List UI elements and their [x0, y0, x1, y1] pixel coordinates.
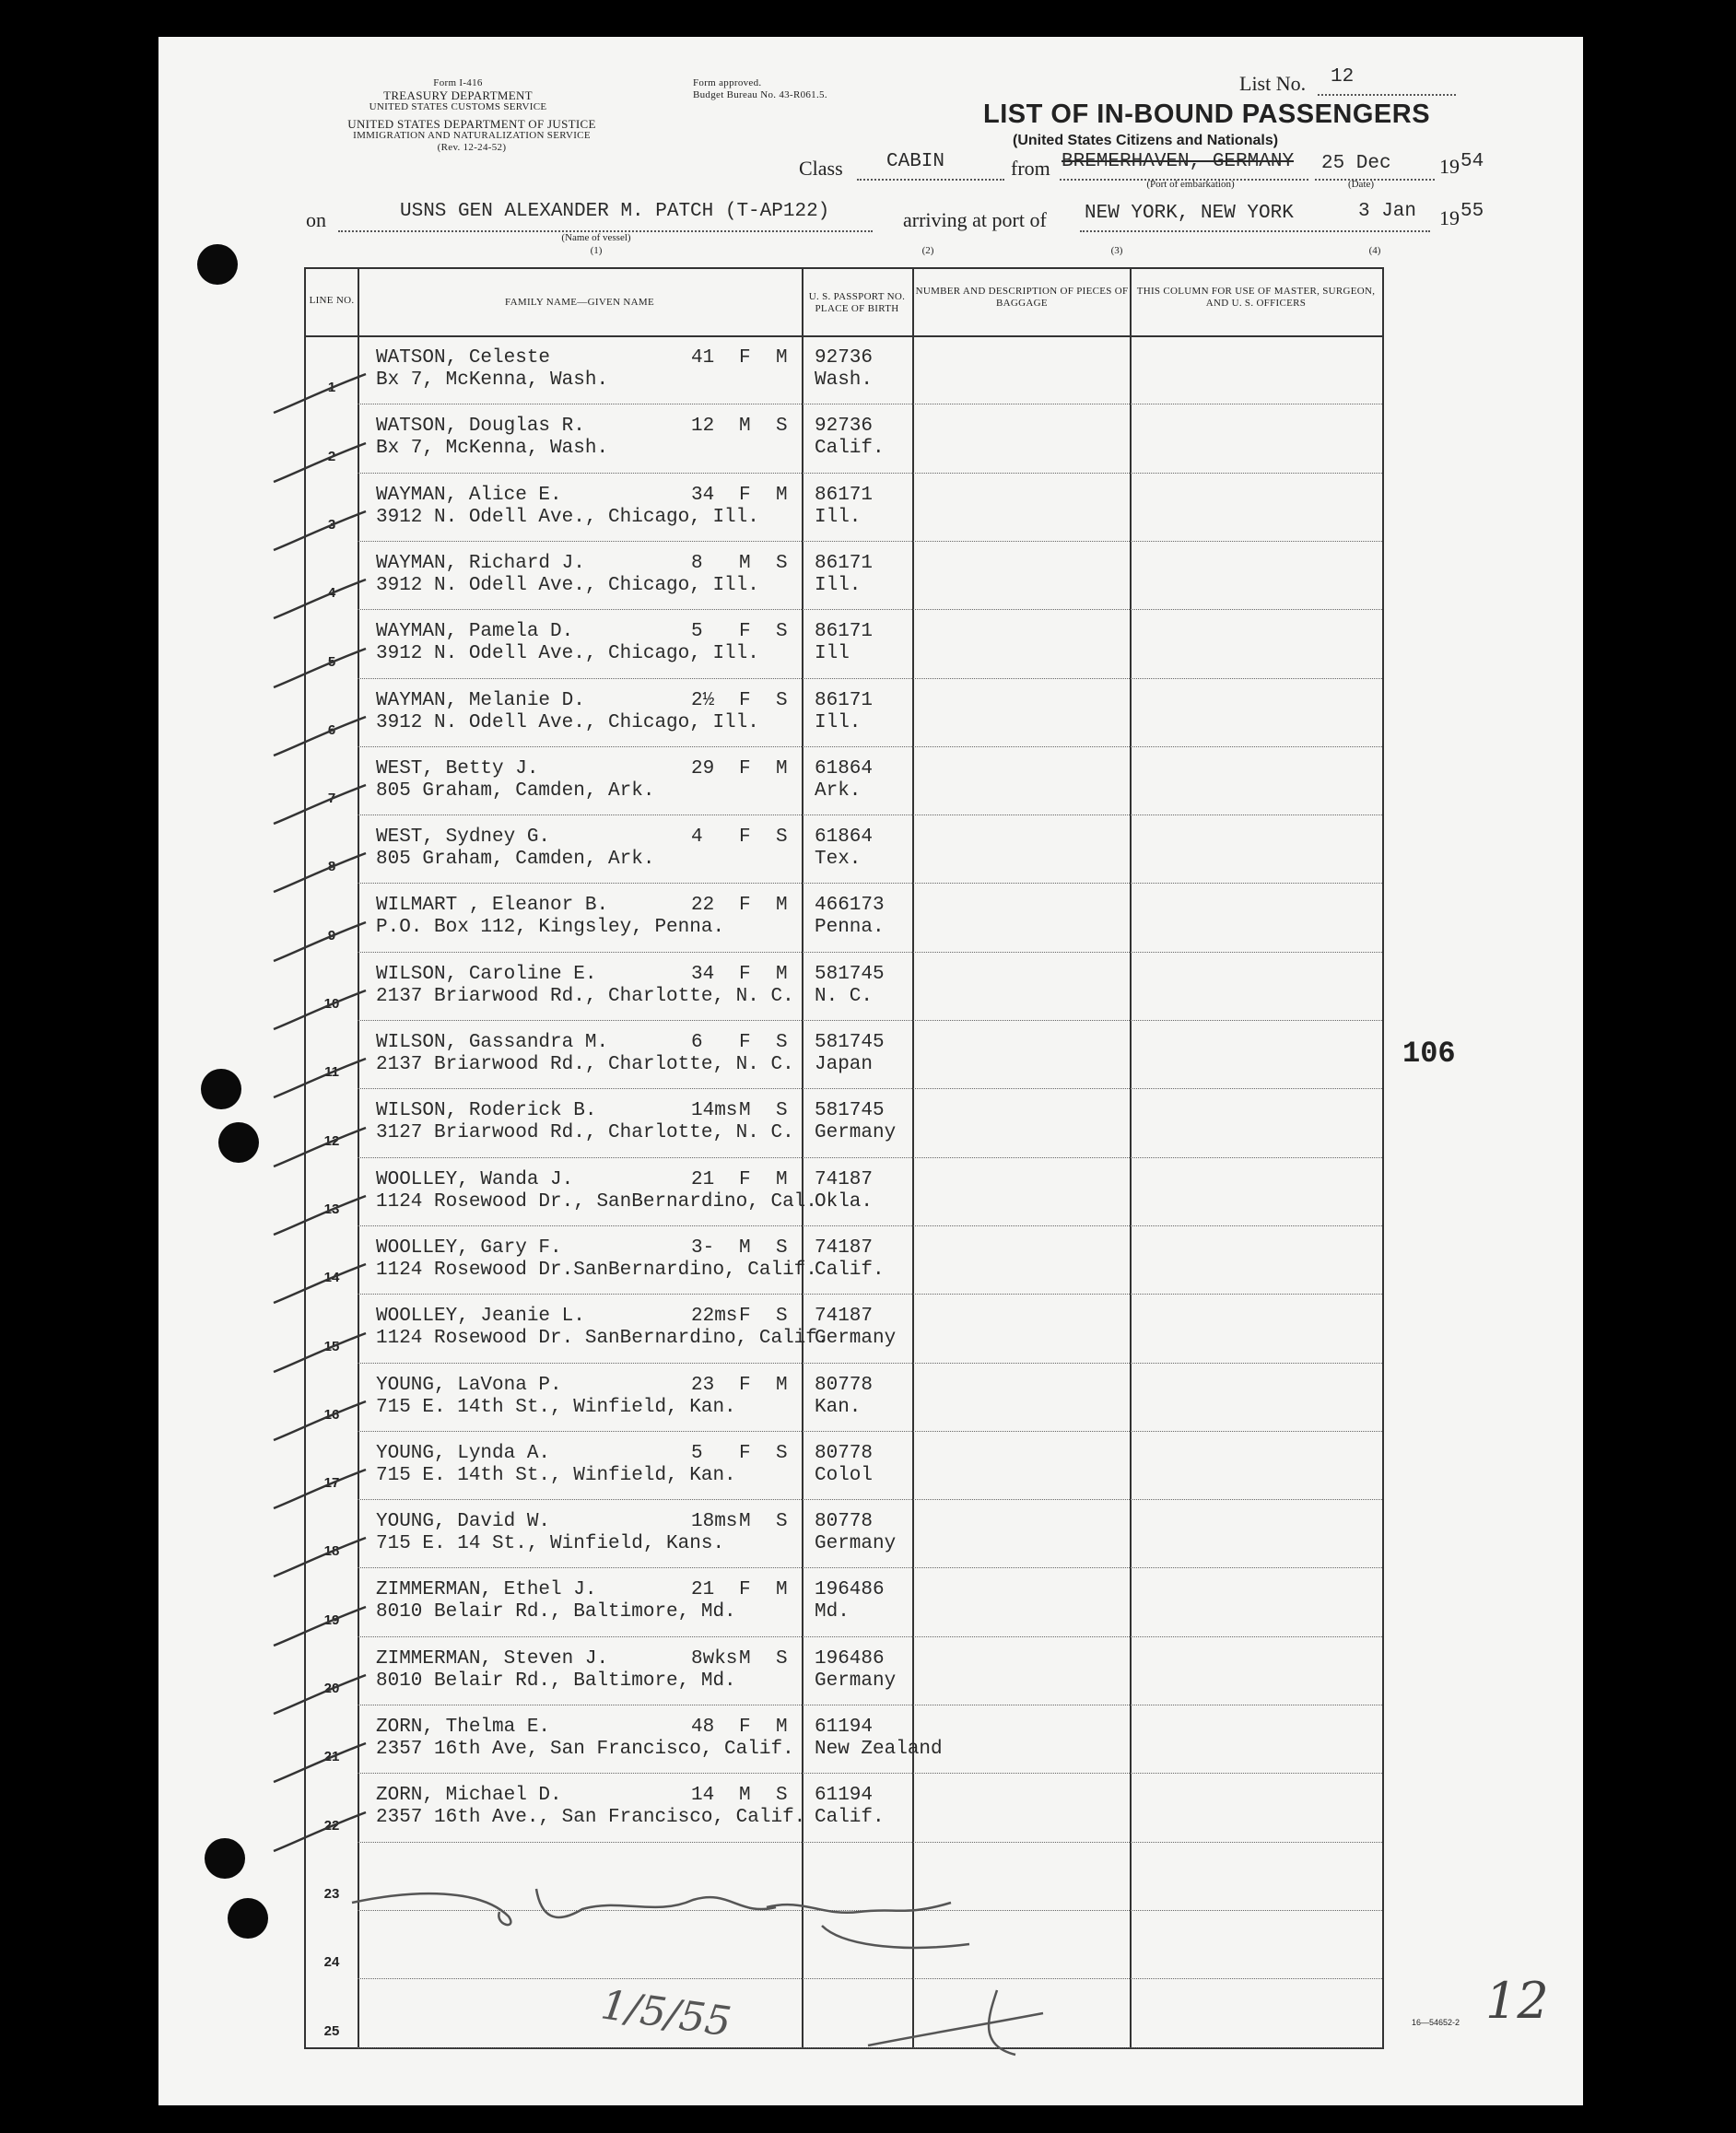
passenger-address: 715 E. 14 St., Winfield, Kans. [376, 1533, 725, 1555]
passenger-age: 5 [691, 1442, 703, 1464]
marital-status: M [776, 1579, 788, 1601]
marital-status: S [776, 1100, 788, 1122]
passport-number: 61194 [815, 1785, 874, 1807]
passenger-sex: M [739, 1100, 751, 1122]
col-num-2: (2) [921, 245, 934, 256]
class-label: Class [799, 157, 843, 180]
passenger-age: 18ms [691, 1511, 738, 1533]
check-mark [269, 1051, 370, 1107]
check-mark [269, 1394, 370, 1449]
budget-bureau: Budget Bureau No. 43-R061.5. [693, 89, 827, 100]
passenger-age: 21 [691, 1168, 715, 1190]
passenger-address: 805 Graham, Camden, Ark. [376, 849, 655, 871]
place-of-birth: Calif. [815, 1259, 885, 1281]
passenger-name: WOOLLEY, Gary F. [376, 1236, 562, 1259]
passenger-age: 41 [691, 347, 715, 369]
header-passport: U. S. PASSPORT NO. PLACE OF BIRTH [808, 291, 906, 314]
passenger-sex: F [739, 1717, 751, 1738]
passenger-sex: M [739, 416, 751, 438]
passenger-sex: M [739, 1236, 751, 1259]
passport-number: 61864 [815, 757, 874, 779]
passenger-address: 715 E. 14th St., Winfield, Kan. [376, 1464, 736, 1486]
line-number: 20 [323, 1681, 340, 1696]
marital-status: M [776, 1168, 788, 1190]
row-divider [358, 1499, 1382, 1500]
passenger-table [304, 267, 1384, 2049]
officer-count: 106 [1402, 1037, 1456, 1071]
passenger-age: 14 [691, 1785, 715, 1807]
header-rule [306, 335, 1382, 337]
passenger-name: WAYMAN, Melanie D. [376, 689, 585, 711]
check-mark [269, 1600, 370, 1655]
from-label: from [1011, 157, 1050, 180]
passenger-sex: F [739, 1032, 751, 1053]
arrival-port: NEW YORK, NEW YORK [1085, 203, 1294, 224]
row-divider [358, 1773, 1382, 1774]
header-line-no: LINE NO. [309, 295, 355, 306]
line-number: 13 [323, 1201, 340, 1217]
line-number: 6 [327, 721, 336, 738]
arrival-date: 3 Jan [1358, 201, 1417, 222]
passenger-sex: F [739, 621, 751, 643]
row-divider [358, 1294, 1382, 1295]
place-of-birth: Md. [815, 1601, 850, 1623]
place-of-birth: Ill. [815, 506, 862, 528]
check-mark [269, 1805, 370, 1860]
passport-number: 86171 [815, 689, 874, 711]
col-divider [1130, 269, 1132, 2047]
passenger-address: 2137 Briarwood Rd., Charlotte, N. C. [376, 1054, 794, 1075]
line-number: 11 [324, 1064, 339, 1081]
punch-hole [197, 244, 238, 285]
marital-status: S [776, 1306, 788, 1328]
document-page [158, 37, 1583, 2105]
marital-status: S [776, 416, 788, 438]
check-mark [269, 1462, 370, 1518]
justice-block [297, 118, 647, 154]
passport-number: 581745 [815, 1100, 885, 1122]
header-name: FAMILY NAME—GIVEN NAME [505, 297, 654, 308]
check-mark [269, 709, 370, 765]
marital-status: S [776, 1032, 788, 1053]
check-mark [269, 915, 370, 970]
approval-block [693, 77, 896, 101]
line-number: 14 [323, 1270, 340, 1286]
passenger-name: ZIMMERMAN, Ethel J. [376, 1579, 597, 1601]
from-value: BREMERHAVEN, GERMANY [1062, 151, 1295, 172]
place-of-birth: N. C. [815, 985, 874, 1007]
passport-number: 466173 [815, 895, 885, 917]
marital-status: S [776, 1236, 788, 1259]
passenger-name: WAYMAN, Pamela D. [376, 621, 574, 643]
passenger-name: WILMART , Eleanor B. [376, 895, 609, 917]
passport-number: 92736 [815, 347, 874, 369]
passport-number: 581745 [815, 963, 885, 985]
form-number: Form I-416 [433, 77, 483, 88]
check-mark [269, 846, 370, 901]
punch-hole [218, 1122, 259, 1163]
passenger-sex: M [739, 1511, 751, 1533]
place-of-birth: Ill. [815, 711, 862, 733]
place-of-birth: Germany [815, 1328, 897, 1350]
passenger-address: 1124 Rosewood Dr., SanBernardino, Cal. [376, 1190, 817, 1213]
row-divider [358, 746, 1382, 747]
check-mark [269, 436, 370, 491]
passenger-sex: F [739, 1579, 751, 1601]
print-code: 16—54652-2 [1412, 2018, 1460, 2027]
check-mark [269, 641, 370, 697]
passenger-age: 34 [691, 484, 715, 506]
marital-status: S [776, 1647, 788, 1670]
line-number: 4 [327, 585, 336, 602]
passenger-sex: M [739, 552, 751, 574]
row-divider [358, 1431, 1382, 1432]
check-mark [269, 367, 370, 422]
year-prefix: 19 [1439, 155, 1460, 178]
col-divider [802, 269, 803, 2047]
passport-number: 74187 [815, 1168, 874, 1190]
passenger-sex: F [739, 826, 751, 849]
marital-status: S [776, 1511, 788, 1533]
line-number: 12 [323, 1132, 340, 1149]
place-of-birth: Okla. [815, 1190, 874, 1213]
line-number: 18 [323, 1543, 340, 1560]
marital-status: M [776, 757, 788, 779]
page-subtitle: (United States Citizens and Nationals) [1013, 133, 1279, 148]
arrival-year: 55 [1460, 201, 1484, 222]
depart-date: 25 Dec [1321, 153, 1391, 174]
date-caption: (Date) [1347, 179, 1375, 190]
line-number: 22 [323, 1817, 340, 1834]
check-mark [269, 778, 370, 833]
header-baggage: NUMBER AND DESCRIPTION OF PIECES OF BAGGAGE [915, 286, 1129, 309]
handwritten-mark [859, 1981, 1062, 2064]
punch-hole [205, 1838, 245, 1879]
row-divider [358, 541, 1382, 542]
row-divider [358, 952, 1382, 953]
passenger-name: WAYMAN, Alice E. [376, 484, 562, 506]
port-line [1080, 230, 1430, 232]
passenger-address: Bx 7, McKenna, Wash. [376, 438, 609, 460]
passenger-sex: F [739, 689, 751, 711]
passenger-address: 2357 16th Ave, San Francisco, Calif. [376, 1739, 794, 1760]
list-number: 12 [1331, 66, 1355, 88]
passenger-sex: F [739, 1374, 751, 1396]
check-mark [269, 1189, 370, 1244]
passenger-age: 8wks [691, 1647, 738, 1670]
check-mark [269, 983, 370, 1038]
list-label: List No. [1239, 72, 1307, 95]
passenger-sex: F [739, 895, 751, 917]
marital-status: S [776, 689, 788, 711]
vessel-caption: (Name of vessel) [561, 232, 631, 243]
corner-number: 12 [1485, 1972, 1549, 2030]
passenger-name: WEST, Betty J. [376, 757, 539, 779]
line-number: 25 [323, 2022, 340, 2039]
line-number: 9 [327, 927, 336, 943]
place-of-birth: Ill. [815, 574, 862, 596]
col-num-4: (4) [1368, 245, 1381, 256]
place-of-birth: Penna. [815, 917, 885, 939]
passport-number: 86171 [815, 552, 874, 574]
passenger-age: 23 [691, 1374, 715, 1396]
class-value: CABIN [886, 151, 945, 172]
row-divider [358, 1157, 1382, 1158]
revision: (Rev. 12-24-52) [437, 142, 507, 153]
row-divider [358, 678, 1382, 679]
passenger-sex: F [739, 963, 751, 985]
embark-caption: (Port of embarkation) [1146, 179, 1235, 190]
treasury-dept: TREASURY DEPARTMENT [383, 88, 533, 102]
passenger-name: ZORN, Thelma E. [376, 1717, 551, 1738]
passenger-address: Bx 7, McKenna, Wash. [376, 369, 609, 391]
place-of-birth: Tex. [815, 849, 862, 871]
passenger-address: 8010 Belair Rd., Baltimore, Md. [376, 1601, 736, 1623]
passport-number: 196486 [815, 1579, 885, 1601]
passenger-address: 3912 N. Odell Ave., Chicago, Ill. [376, 574, 759, 596]
passenger-sex: M [739, 1647, 751, 1670]
row-divider [358, 1636, 1382, 1637]
header-officers: THIS COLUMN FOR USE OF MASTER, SURGEON, AND U. S. OFFICERS [1136, 286, 1376, 309]
ins-service: IMMIGRATION AND NATURALIZATION SERVICE [353, 130, 591, 141]
passport-number: 196486 [815, 1647, 885, 1670]
passport-number: 61194 [815, 1717, 874, 1738]
passport-number: 61864 [815, 826, 874, 849]
customs-service: UNITED STATES CUSTOMS SERVICE [369, 101, 547, 112]
passenger-age: 12 [691, 416, 715, 438]
check-mark [269, 1736, 370, 1791]
passport-number: 80778 [815, 1374, 874, 1396]
place-of-birth: Ark. [815, 779, 862, 802]
on-label: on [306, 208, 326, 231]
passenger-age: 6 [691, 1032, 703, 1053]
passenger-address: 805 Graham, Camden, Ark. [376, 779, 655, 802]
punch-hole [201, 1069, 241, 1109]
marital-status: S [776, 1442, 788, 1464]
passenger-address: 1124 Rosewood Dr. SanBernardino, Calif. [376, 1328, 829, 1350]
passport-number: 74187 [815, 1236, 874, 1259]
passenger-age: 5 [691, 621, 703, 643]
row-divider [358, 1363, 1382, 1364]
passenger-address: 715 E. 14th St., Winfield, Kan. [376, 1396, 736, 1418]
check-mark [269, 1120, 370, 1176]
marital-status: S [776, 552, 788, 574]
place-of-birth: Germany [815, 1533, 897, 1555]
passenger-age: 2½ [691, 689, 715, 711]
check-mark [269, 1326, 370, 1381]
passenger-age: 48 [691, 1717, 715, 1738]
row-divider [358, 1020, 1382, 1021]
passenger-age: 4 [691, 826, 703, 849]
passenger-sex: F [739, 347, 751, 369]
line-number: 8 [327, 859, 336, 875]
check-mark [269, 1530, 370, 1586]
passenger-age: 34 [691, 963, 715, 985]
passenger-name: WOOLLEY, Wanda J. [376, 1168, 574, 1190]
line-number: 1 [327, 380, 336, 396]
col-divider [912, 269, 914, 2047]
passenger-age: 22 [691, 895, 715, 917]
line-number: 2 [327, 448, 336, 464]
line-number: 21 [323, 1749, 340, 1765]
row-divider [358, 883, 1382, 884]
marital-status: M [776, 1717, 788, 1738]
passenger-age: 21 [691, 1579, 715, 1601]
col-num-1: (1) [590, 245, 603, 256]
passenger-sex: F [739, 1168, 751, 1190]
marital-status: M [776, 895, 788, 917]
passenger-name: YOUNG, LaVona P. [376, 1374, 562, 1396]
passenger-age: 8 [691, 552, 703, 574]
check-mark [269, 504, 370, 559]
passenger-age: 14ms [691, 1100, 738, 1122]
col-num-3: (3) [1110, 245, 1123, 256]
passport-number: 74187 [815, 1306, 874, 1328]
passenger-name: ZIMMERMAN, Steven J. [376, 1647, 609, 1670]
line-number: 3 [327, 516, 336, 533]
passport-number: 581745 [815, 1032, 885, 1053]
marital-status: M [776, 347, 788, 369]
punch-hole [228, 1898, 268, 1939]
place-of-birth: Wash. [815, 369, 874, 391]
passenger-name: WILSON, Roderick B. [376, 1100, 597, 1122]
depart-year: 54 [1460, 151, 1484, 172]
passenger-age: 29 [691, 757, 715, 779]
check-mark [269, 572, 370, 627]
passenger-name: WILSON, Caroline E. [376, 963, 597, 985]
passenger-name: YOUNG, David W. [376, 1511, 551, 1533]
row-divider [358, 609, 1382, 610]
marital-status: S [776, 1785, 788, 1807]
line-number: 5 [327, 653, 336, 670]
passenger-address: 3912 N. Odell Ave., Chicago, Ill. [376, 643, 759, 665]
check-mark [269, 1668, 370, 1723]
marital-status: S [776, 826, 788, 849]
passenger-name: WEST, Sydney G. [376, 826, 551, 849]
class-line [857, 179, 1004, 181]
row-divider [358, 473, 1382, 474]
check-mark [269, 1257, 370, 1312]
line-number: 16 [323, 1406, 340, 1423]
passenger-address: 3912 N. Odell Ave., Chicago, Ill. [376, 506, 759, 528]
passport-number: 86171 [815, 484, 874, 506]
passport-number: 80778 [815, 1511, 874, 1533]
justice-dept: UNITED STATES DEPARTMENT OF JUSTICE [347, 117, 596, 131]
passenger-sex: F [739, 757, 751, 779]
line-number: 23 [323, 1885, 340, 1902]
passenger-address: 8010 Belair Rd., Baltimore, Md. [376, 1670, 736, 1692]
passenger-address: 3127 Briarwood Rd., Charlotte, N. C. [376, 1122, 794, 1144]
place-of-birth: Calif. [815, 438, 885, 460]
marital-status: S [776, 621, 788, 643]
marital-status: M [776, 963, 788, 985]
place-of-birth: Germany [815, 1122, 897, 1144]
handwritten-date: 1/5/55 [598, 1981, 734, 2046]
passenger-name: YOUNG, Lynda A. [376, 1442, 551, 1464]
agency-block [343, 77, 573, 113]
passenger-name: ZORN, Michael D. [376, 1785, 562, 1807]
passenger-address: 3912 N. Odell Ave., Chicago, Ill. [376, 711, 759, 733]
arriving-label: arriving at port of [903, 208, 1047, 231]
passenger-name: WATSON, Celeste [376, 347, 551, 369]
place-of-birth: Ill [815, 643, 850, 665]
passenger-address: 2357 16th Ave., San Francisco, Calif. [376, 1807, 806, 1829]
passenger-sex: F [739, 1306, 751, 1328]
passenger-address: 2137 Briarwood Rd., Charlotte, N. C. [376, 985, 794, 1007]
list-no-line [1318, 94, 1456, 96]
place-of-birth: Japan [815, 1054, 874, 1075]
passenger-name: WILSON, Gassandra M. [376, 1032, 609, 1053]
line-number: 19 [323, 1611, 340, 1628]
arrive-year-prefix: 19 [1439, 206, 1460, 229]
place-of-birth: Kan. [815, 1396, 862, 1418]
form-approved: Form approved. [693, 77, 762, 88]
page-title: LIST OF IN-BOUND PASSENGERS [983, 100, 1431, 129]
row-divider [358, 1225, 1382, 1226]
line-number: 7 [327, 791, 336, 807]
passport-number: 86171 [815, 621, 874, 643]
passenger-address: 1124 Rosewood Dr.SanBernardino, Calif. [376, 1259, 817, 1281]
passenger-sex: F [739, 1442, 751, 1464]
vessel-name: USNS GEN ALEXANDER M. PATCH (T-AP122) [400, 201, 830, 222]
row-divider [358, 1567, 1382, 1568]
passport-number: 92736 [815, 416, 874, 438]
line-number: 24 [323, 1954, 340, 1971]
passenger-name: WAYMAN, Richard J. [376, 552, 585, 574]
place-of-birth: Colol [815, 1464, 874, 1486]
place-of-birth: Germany [815, 1670, 897, 1692]
row-divider [358, 1842, 1382, 1843]
passenger-age: 3- [691, 1236, 715, 1259]
place-of-birth: New Zealand [815, 1739, 943, 1760]
passenger-age: 22ms [691, 1306, 738, 1328]
line-number: 10 [323, 996, 340, 1012]
line-number: 17 [323, 1475, 340, 1492]
place-of-birth: Calif. [815, 1807, 885, 1829]
passenger-address: P.O. Box 112, Kingsley, Penna. [376, 917, 725, 939]
passport-number: 80778 [815, 1442, 874, 1464]
marital-status: M [776, 484, 788, 506]
line-number: 15 [323, 1338, 340, 1354]
marital-status: M [776, 1374, 788, 1396]
passenger-name: WOOLLEY, Jeanie L. [376, 1306, 585, 1328]
passenger-sex: F [739, 484, 751, 506]
row-divider [358, 1088, 1382, 1089]
passenger-name: WATSON, Douglas R. [376, 416, 585, 438]
passenger-sex: M [739, 1785, 751, 1807]
